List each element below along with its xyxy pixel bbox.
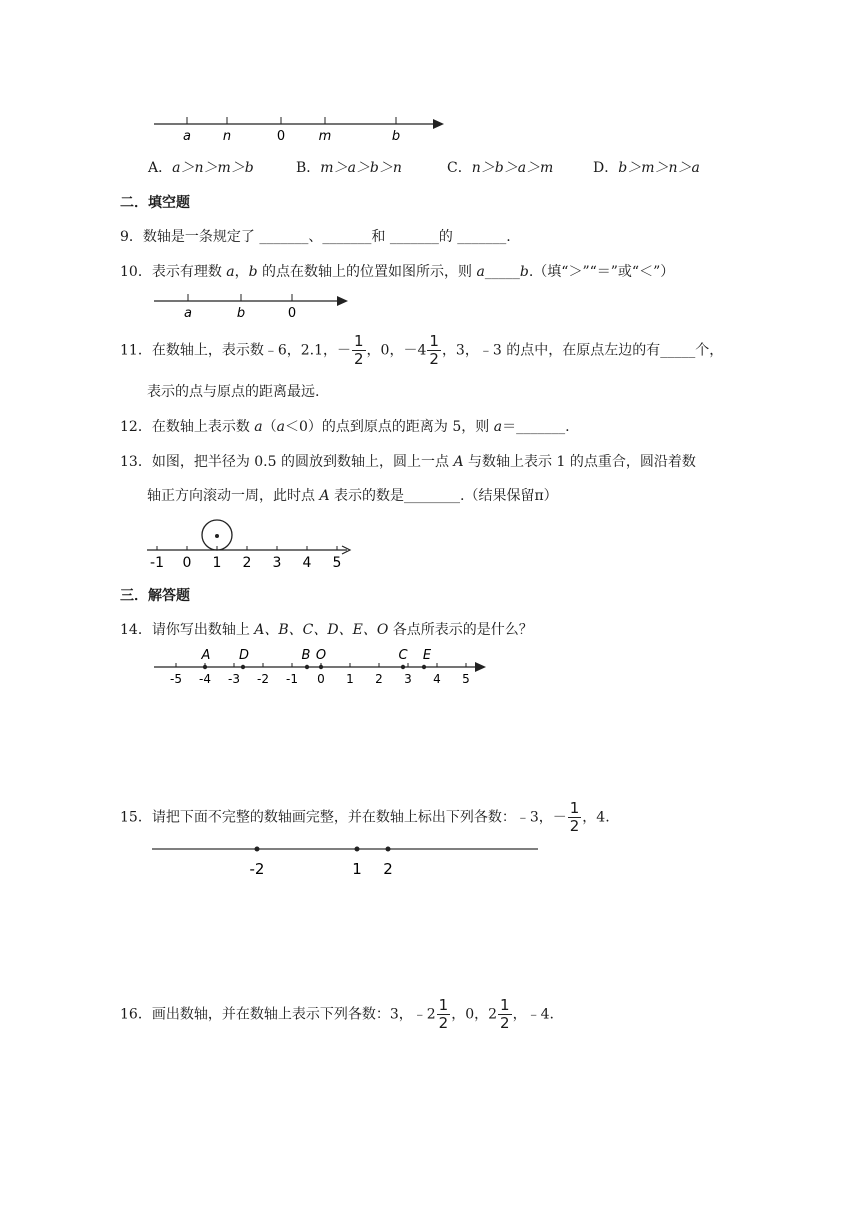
svg-text:2: 2 [375,672,383,686]
q8-option-d[interactable]: D．b＞m＞n＞a [593,160,700,176]
q13-number-line-with-circle [145,513,363,571]
svg-text:4: 4 [433,672,441,686]
fraction-half: $\frac{1}{2}$ [354,332,364,368]
question-11-line-2: 表示的点与原点的距离最远. [147,384,320,400]
q8-label-a: a [183,129,191,144]
svg-text:0: 0 [182,555,192,571]
svg-text:-4: -4 [199,672,211,686]
question-12: 12．在数轴上表示数 a（a＜0）的点到原点的距离为 5，则 a＝_______. [120,419,570,435]
fraction-half: $\frac{1}{2}$ [438,996,449,1032]
q8-label-0: 0 [276,129,286,144]
question-11: 11．在数轴上，表示数﹣6，2.1，－ $\frac{1}{2}$ ，0，－4 $\frac{1}{2}$ ，3，﹣3 的点中，在原点左边的有_____个， [120,332,724,368]
q8-option-a[interactable]: A．a＞n＞m＞b [148,160,254,176]
svg-text:5: 5 [462,672,470,686]
q8-label-n: n [222,129,232,144]
circle-center-dot [215,534,219,538]
q8-label-b: b [391,129,401,144]
q10-label-b: b [236,306,246,321]
q15-incomplete-number-line [150,838,545,880]
svg-text:3: 3 [404,672,412,686]
q14-point-B: B [301,648,311,663]
q8-number-line [150,112,450,144]
svg-text:1: 1 [346,672,354,686]
q10-number-line [150,291,356,321]
fraction-half: $\frac{1}{2}$ [569,799,580,835]
section-3-title: 三．解答题 [120,588,190,604]
svg-text:-2: -2 [257,672,269,686]
q8-option-c[interactable]: C．n＞b＞a＞m [447,160,554,176]
question-10: 10．表示有理数 a，b 的点在数轴上的位置如图所示，则 a_____b.（填“＞”“＝”或“＜”） [120,264,675,280]
svg-text:-1: -1 [286,672,298,686]
section-2-title: 二．填空题 [120,195,190,211]
question-14: 14．请你写出数轴上 A、B、C、D、E、O 各点所表示的是什么？ [120,622,533,638]
q15-label-1: 1 [352,860,362,878]
q15-label-neg2: -2 [249,860,265,878]
svg-text:5: 5 [332,555,342,571]
q14-point-C: C [398,648,408,663]
question-13-line-2: 轴正方向滚动一周，此时点 A 表示的数是________.（结果保留π） [147,488,558,504]
q14-point-D: D [238,648,250,663]
svg-text:-3: -3 [228,672,240,686]
q14-number-line [150,646,495,688]
q15-label-2: 2 [383,860,393,878]
fraction-half: $\frac{1}{2}$ [500,996,510,1032]
q10-label-a: a [184,306,192,321]
fraction-half: $\frac{1}{2}$ [429,332,439,368]
q14-point-A: A [201,648,211,663]
q14-point-E: E [422,648,432,663]
q8-option-b[interactable]: B．m＞a＞b＞n [296,160,402,176]
question-13: 13．如图，把半径为 0.5 的圆放到数轴上，圆上一点 A 与数轴上表示 1 的点重合，圆沿着数 [120,454,696,470]
svg-text:1: 1 [212,555,222,571]
q8-label-m: m [318,129,332,144]
svg-text:4: 4 [302,555,312,571]
svg-text:0: 0 [317,672,325,686]
svg-text:2: 2 [242,555,252,571]
question-16: 16．画出数轴，并在数轴上表示下列各数：3，﹣2 $\frac{1}{2}$ ，0，2 $\frac{1}{2}$ ，﹣4. [120,996,554,1032]
q10-label-0: 0 [287,306,297,321]
q14-point-O: O [315,648,327,663]
svg-text:-1: -1 [150,555,164,571]
question-15: 15．请把下面不完整的数轴画完整，并在数轴上标出下列各数：﹣3，－ $\frac{1}{2}$ ，4. [120,799,610,835]
question-9: 9．数轴是一条规定了 _______、_______和 _______的 _______. [120,229,511,245]
svg-text:3: 3 [272,555,282,571]
svg-text:-5: -5 [170,672,182,686]
